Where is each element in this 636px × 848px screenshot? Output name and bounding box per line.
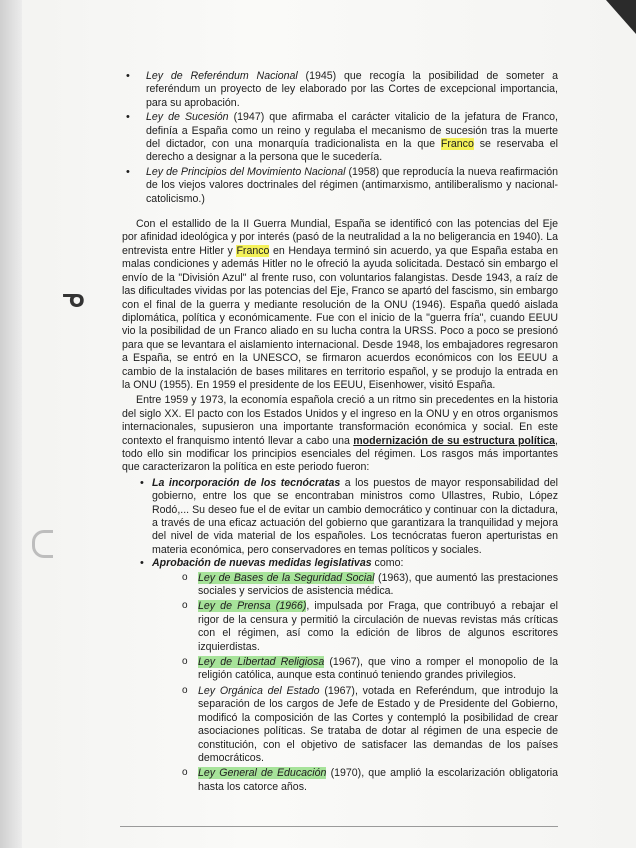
list-item: o Ley Orgánica del Estado (1967), votada en Referéndum, que introdujo la separación de los cargos de Jefe de Estado y de Presidente del Gobierno, modificó la composición de las Cortes y contempló la posibilidad de crear asociaciones políticas. Se trataba de dotar al régimen de una especie de constitución, con el objetivo de satisfacer las demandas de los países democráticos. — [152, 685, 558, 765]
list-item: o Ley de Libertad Religiosa (1967), que vino a romper el monopolio de la religión católica, aunque esta continuó teniendo grandes privilegios. — [152, 656, 558, 683]
page-corner — [606, 0, 636, 34]
list-item: • Ley de Referéndum Nacional (1945) que recogía la posibilidad de someter a referéndum un proyecto de ley elaborado por las Cortes de excepcional importancia, para su aprobación. — [122, 70, 558, 110]
list-item: o Ley de Bases de la Seguridad Social (1963), que aumentó las prestaciones sociales y servicios de asistencia médica. — [152, 572, 558, 599]
hole-punch-mark — [32, 530, 53, 558]
handwritten-mark: ᓀ — [62, 282, 85, 312]
document-text — [122, 70, 558, 796]
list-item: • Aprobación de nuevas medidas legislativas como: o Ley de Bases de la Seguridad Social (1963), que aumentó las prestaciones sociales y servicios de asistencia médica. o Ley de Prensa (1966), impulsada por Fraga, que contribuyó a rebajar el rigor de la censura y permitió la circulación de nuevas revistas más críticas con el régimen, así como la edición de libros de algunos escritores izquierdistas. o Ley de Libertad Religiosa (1967), que vino a romper el monopolio de la religión católica, aunque esta continuó teniendo grandes privilegios. o Ley Orgánica del Estado (1967), votada en Referéndum, que introdujo la separación de los cargos de Jefe de Estado y de Presidente del Gobierno, modificó la composición de las Cortes y contempló la posibilidad de crear asociaciones políticas. Se trataba de dotar al régimen de una especie de constitución, con el objetivo de satisfacer las demandas de los países democráticos. o Ley General de Educación (1970), que amplió la escolarización obligatoria hasta los catorce años. — [122, 557, 558, 794]
laws-list-1 — [122, 70, 558, 206]
list-item: • Ley de Principios del Movimiento Nacional (1958) que reproducía la nueva reafirmación de los viejos valores doctrinales del régimen (antimarxismo, antiliberalismo y nacional-catolicismo.) — [122, 166, 558, 206]
list-item: o Ley de Prensa (1966), impulsada por Fraga, que contribuyó a rebajar el rigor de la censura y permitió la circulación de nuevas revistas más críticas con el régimen, así como la edición de libros de algunos escritores izquierdistas. — [152, 600, 558, 654]
laws-list-2 — [152, 572, 558, 795]
list-item: • La incorporación de los tecnócratas a los puestos de mayor responsabilidad del gobierno, entre los que se encontraban ministros como Ullastres, Rubio, López Rodó,... Su deseo fue el de evitar un cambio democrático y continuar con la dictadura, a través de una eficaz actuación del gobierno que garantizara la tranquilidad y mejora del nivel de vida material de los españoles. Los tecnócratas fueron aperturistas en materia económica, pero conservadores en temas políticos y sociales. — [122, 477, 558, 557]
traits-list — [122, 477, 558, 794]
paragraph-economy: Entre 1959 y 1973, la economía española creció a un ritmo sin precedentes en la historia del siglo XX. El pacto con los Estados Unidos y el ingreso en la ONU y en otros organismos internacionales, supusieron una importante transformación económica y social. En este contexto el franquismo intentó llevar a cabo una modernización de su estructura política, todo ello sin modificar los principios esenciales del régimen. Los rasgos más importantes que caracterizaron la política en este periodo fueron: — [122, 394, 558, 474]
binder-edge — [0, 0, 22, 848]
list-item: • Ley de Sucesión (1947) que afirmaba el carácter vitalicio de la jefatura de Franco, definía a España como un reino y regulaba el mecanismo de sucesión tras la muerte del dictador, con una monarquía tradicionalista en la que Franco se reservaba el derecho a designar a la persona que le sucedería. — [122, 111, 558, 165]
bottom-rule — [120, 826, 558, 827]
paragraph-ww2: Con el estallido de la II Guerra Mundial, España se identificó con las potencias del Eje por afinidad ideológica y por interés (pasó de la neutralidad a la no beligerancia en 1940). La entrevista entre Hitler y Franco en Hendaya terminó sin acuerdo, ya que España estaba en malas condiciones y además Hitler no le ofreció la ayuda solicitada. Destacó sin embargo el envío de la "División Azul" al frente ruso, con voluntarios falangistas. Desde 1943, a raíz de las dificultades vividas por las potencias del Eje, Franco se apartó del fascismo, sin embargo con el final de la guerra y mediante resolución de la ONU (1946). España quedó aislada diplomática, política y económicamente. Fue con el inicio de la "guerra fría", cuando EEUU vio la posibilidad de un Franco aliado en su lucha contra la URSS. Poco a poco se presionó para que se levantara el aislamiento internacional. Desde 1948, los embajadores regresaron a España, se entró en la UNESCO, se firmaron acuerdos económicos con los EEUU a cambio de la instalación de bases militares en territorio español, y se produjo la entrada en la ONU (1955). En 1959 el presidente de los EEUU, Eisenhower, visitó España. — [122, 218, 558, 391]
list-item: o Ley General de Educación (1970), que amplió la escolarización obligatoria hasta los catorce años. — [152, 767, 558, 794]
